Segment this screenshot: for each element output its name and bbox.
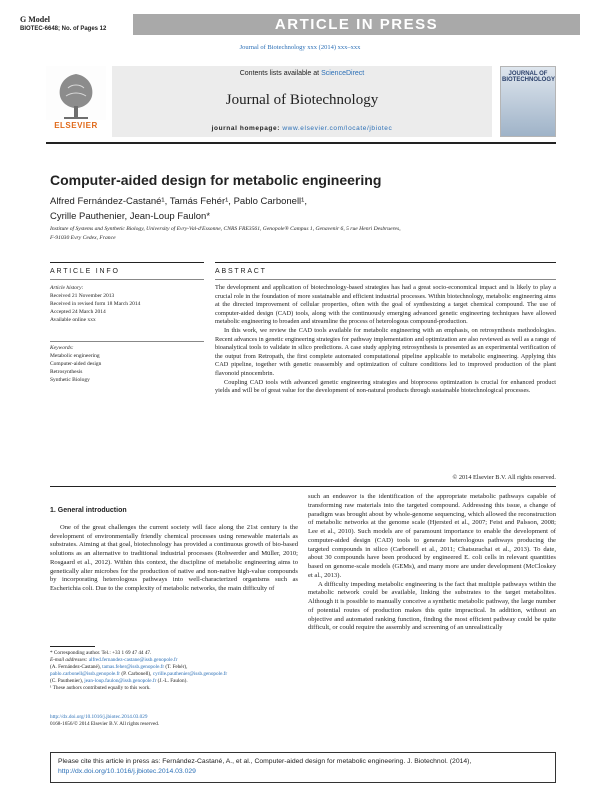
- keywords-label: Keywords:: [50, 345, 74, 351]
- footer-identifiers: [50, 714, 159, 728]
- article-in-press-text: ARTICLE IN PRESS: [274, 16, 439, 33]
- abstract-heading: ABSTRACT: [215, 268, 267, 275]
- history-label: Article history:: [50, 285, 84, 291]
- abstract-paragraph: Coupling CAD tools with advanced genetic engineering strategies and bioprocess optimization is crucial for enhanced product yields and will be of great value for the development of non-natural products through sustainable biotechnological processes.: [215, 378, 556, 395]
- homepage-label: journal homepage:: [211, 125, 283, 132]
- email-addresses-cont: [50, 678, 298, 685]
- body-paragraph: One of the great challenges the current society will face along the 21st century is the development of environmentally friendly chemical processes using renewable materials as substrates. Aiming at that goal, biotechnology has provided a continuous growth of bio-based solutions as an alternative to traditional industrial processes (Rohwerder and Müller, 2010; Rosgaard et al., 2012). Within this context, the discipline of metabolic engineering aims to genetically alter microbes for the production of native and non-native high-value compounds by incorporating heterologous pathways into well-characterized organisms such as Escherichia coli. Due to the complexity of metabolic networks, the main difficulty of: [50, 523, 298, 592]
- contents-prefix: Contents lists available at: [239, 70, 322, 77]
- abstract-sub-rule: [215, 279, 556, 280]
- keyword: Computer-aided design: [50, 361, 102, 367]
- doi-link[interactable]: http://dx.doi.org/10.1016/j.jbiotec.2014.03.029: [50, 714, 148, 720]
- info-separator: [50, 341, 204, 342]
- revised-date: Received in revised form 18 March 2014: [50, 301, 141, 307]
- journal-reference[interactable]: Journal of Biotechnology xxx (2014) xxx–xxx: [239, 44, 361, 51]
- sciencedirect-link[interactable]: ScienceDirect: [321, 70, 365, 77]
- corresponding-author-note: * Corresponding author. Tel.: +33 1 69 47 44 47.: [50, 650, 152, 656]
- article-title: Computer-aided design for metabolic engineering: [50, 172, 382, 188]
- section-heading: 1. General introduction: [50, 507, 127, 514]
- article-info-heading: ARTICLE INFO: [50, 268, 120, 275]
- homepage-line: [112, 125, 492, 132]
- email-owner: (P. Carbonell),: [120, 671, 153, 678]
- equal-contribution-note: ¹ These authors contributed equally to this work.: [50, 685, 151, 692]
- keyword: Retrosynthesis: [50, 369, 83, 375]
- homepage-link[interactable]: www.elsevier.com/locate/jbiotec: [282, 125, 393, 132]
- email-link[interactable]: cyrille.pauthenier@issb.genopole.fr: [152, 671, 228, 678]
- contents-line: [112, 70, 492, 77]
- elsevier-wordmark: ELSEVIER: [54, 121, 98, 130]
- citation-text: Please cite this article in press as: Fernández-Castané, A., et al., Computer-aided design for metabolic engineering. J. Biotechnol. (2014),: [58, 758, 472, 765]
- email-owner: (C. Pauthenier),: [50, 678, 85, 685]
- keyword: Metabolic engineering: [50, 353, 100, 359]
- abstract-paragraph: The development and application of biotechnology-based strategies has had a great socio-economical impact and is likely to play a crucial role in the foundation of more sustainable and efficient industrial processes. Within biotechnology, metabolic engineering aims at the directed improvement of cellular properties, often with the goal of synthesizing a target chemical compound. The use of computer-aided design (CAD) tools, along with the continuously emerging advanced genetic engineering techniques have allowed metabolic engineering to broaden and streamline the process of heterologous compound-production.: [215, 284, 556, 326]
- accepted-date: Accepted 24 March 2014: [50, 309, 106, 315]
- cover-title: JOURNAL OF BIOTECHNOLOGY: [502, 71, 556, 83]
- authors-line-2: Cyrille Pauthenier, Jean-Loup Faulon*: [50, 211, 211, 222]
- footnote-rule: [50, 646, 95, 647]
- affiliation-line-1: Institute of Systems and Synthetic Biology, University of Evry-Val-d'Essonne, CNRS FRE3561, Genopole® Campus 1, Genavenir 6, 5 rue Henri Desbrueres,: [50, 226, 401, 232]
- affiliation-line-2: F-91030 Evry Cedex, France: [50, 235, 116, 241]
- keyword: Synthetic Biology: [50, 377, 90, 383]
- article-code: BIOTEC-6648; No. of Pages 12: [20, 26, 107, 32]
- masthead-rule: [46, 142, 556, 144]
- email-owner: (A. Fernández-Castané),: [50, 664, 103, 671]
- info-top-rule: [50, 262, 204, 263]
- authors-line-1: Alfred Fernández-Castané¹, Tamás Fehér¹, Pablo Carbonell¹,: [50, 196, 307, 207]
- abstract-top-rule: [215, 262, 556, 263]
- email-owner: (J.-L. Faulon).: [156, 678, 188, 685]
- abstract-copyright: © 2014 Elsevier B.V. All rights reserved.: [452, 474, 556, 481]
- body-paragraph: A difficulty impeding metabolic engineering is the fact that multiple pathways within the metabolic network could be available, linking the substrates to the target metabolites. Although it is possible to manually conceive a synthetic metabolic pathway, the large number of potential routes of production makes this quite impractical. In addition, without an objective and automated ranking function, finding the most efficient pathway could be quite difficult, or could require the assembly and screening of an unrealistically: [308, 580, 556, 632]
- abstract-bottom-rule: [50, 486, 556, 487]
- citation-doi-link[interactable]: http://dx.doi.org/10.1016/j.jbiotec.2014.03.029: [58, 768, 196, 775]
- email-owner: (T. Fehér),: [164, 664, 188, 671]
- online-date: Available online xxx: [50, 317, 96, 323]
- email-link[interactable]: tamas.feher@issb.genopole.fr: [102, 664, 165, 671]
- email-link[interactable]: jean-loup.faulon@issb.genopole.fr: [84, 678, 157, 685]
- body-column-right: [308, 493, 556, 633]
- footnotes: [50, 650, 298, 693]
- issn-line: 0168-1656/© 2014 Elsevier B.V. All rights reserved.: [50, 721, 160, 728]
- received-date: Received 21 November 2013: [50, 293, 115, 299]
- info-sub-rule: [50, 279, 204, 280]
- email-label: E-mail addresses:: [50, 657, 89, 664]
- email-link[interactable]: pablo.carbonell@issb.genopole.fr: [50, 671, 121, 678]
- body-column-left: [50, 507, 298, 594]
- abstract-paragraph: In this work, we review the CAD tools available for metabolic engineering with an emphasis, on retrosynthesis methodologies. Recent advances in genetic engineering strategies for pathway implementation and optimization are also reviewed as well as a range of bioanalytical tools to validate in silico predictions. A case study applying retrosynthesis is presented as an experimental verification of the output from Retropath, the first complete automated computational pipeline applicable to metabolic engineering. Applying this CAD pipeline, together with genetic reassembly and optimization of culture conditions led to improved production of the plant flavonoid pinocembrin.: [215, 326, 556, 377]
- email-link[interactable]: alfred.fernandez-castane@issb.genopole.fr: [88, 657, 178, 664]
- abstract-body: [215, 284, 556, 396]
- g-model-label: G Model: [20, 15, 50, 24]
- body-paragraph: such an endeavor is the identification of the appropriate metabolic pathways capable of transforming raw materials into the targeted compound. Addressing this issue, a change of paradigm was brought about by whole-genome sequencing, which allowed the reconstruction of metabolic networks at the genome scale (Hjersted et al., 2007; Feist and Palsson, 2008; Lee et al., 2010). Such models are of paramount importance to enable the development of computer-aided design (CAD) tools to generate heterologous pathways producing the targeted compounds in silico (Carbonell et al., 2011; Chatsurachai et al., 2013). To date, about 30 compounds have been produced by engineered E. coli cells in relevant quantities based on genome-scale models (GEMs), and many more are under development (McCloskey et al., 2013).: [308, 493, 556, 579]
- journal-name: Journal of Biotechnology: [225, 92, 379, 108]
- citation-box: [50, 752, 556, 783]
